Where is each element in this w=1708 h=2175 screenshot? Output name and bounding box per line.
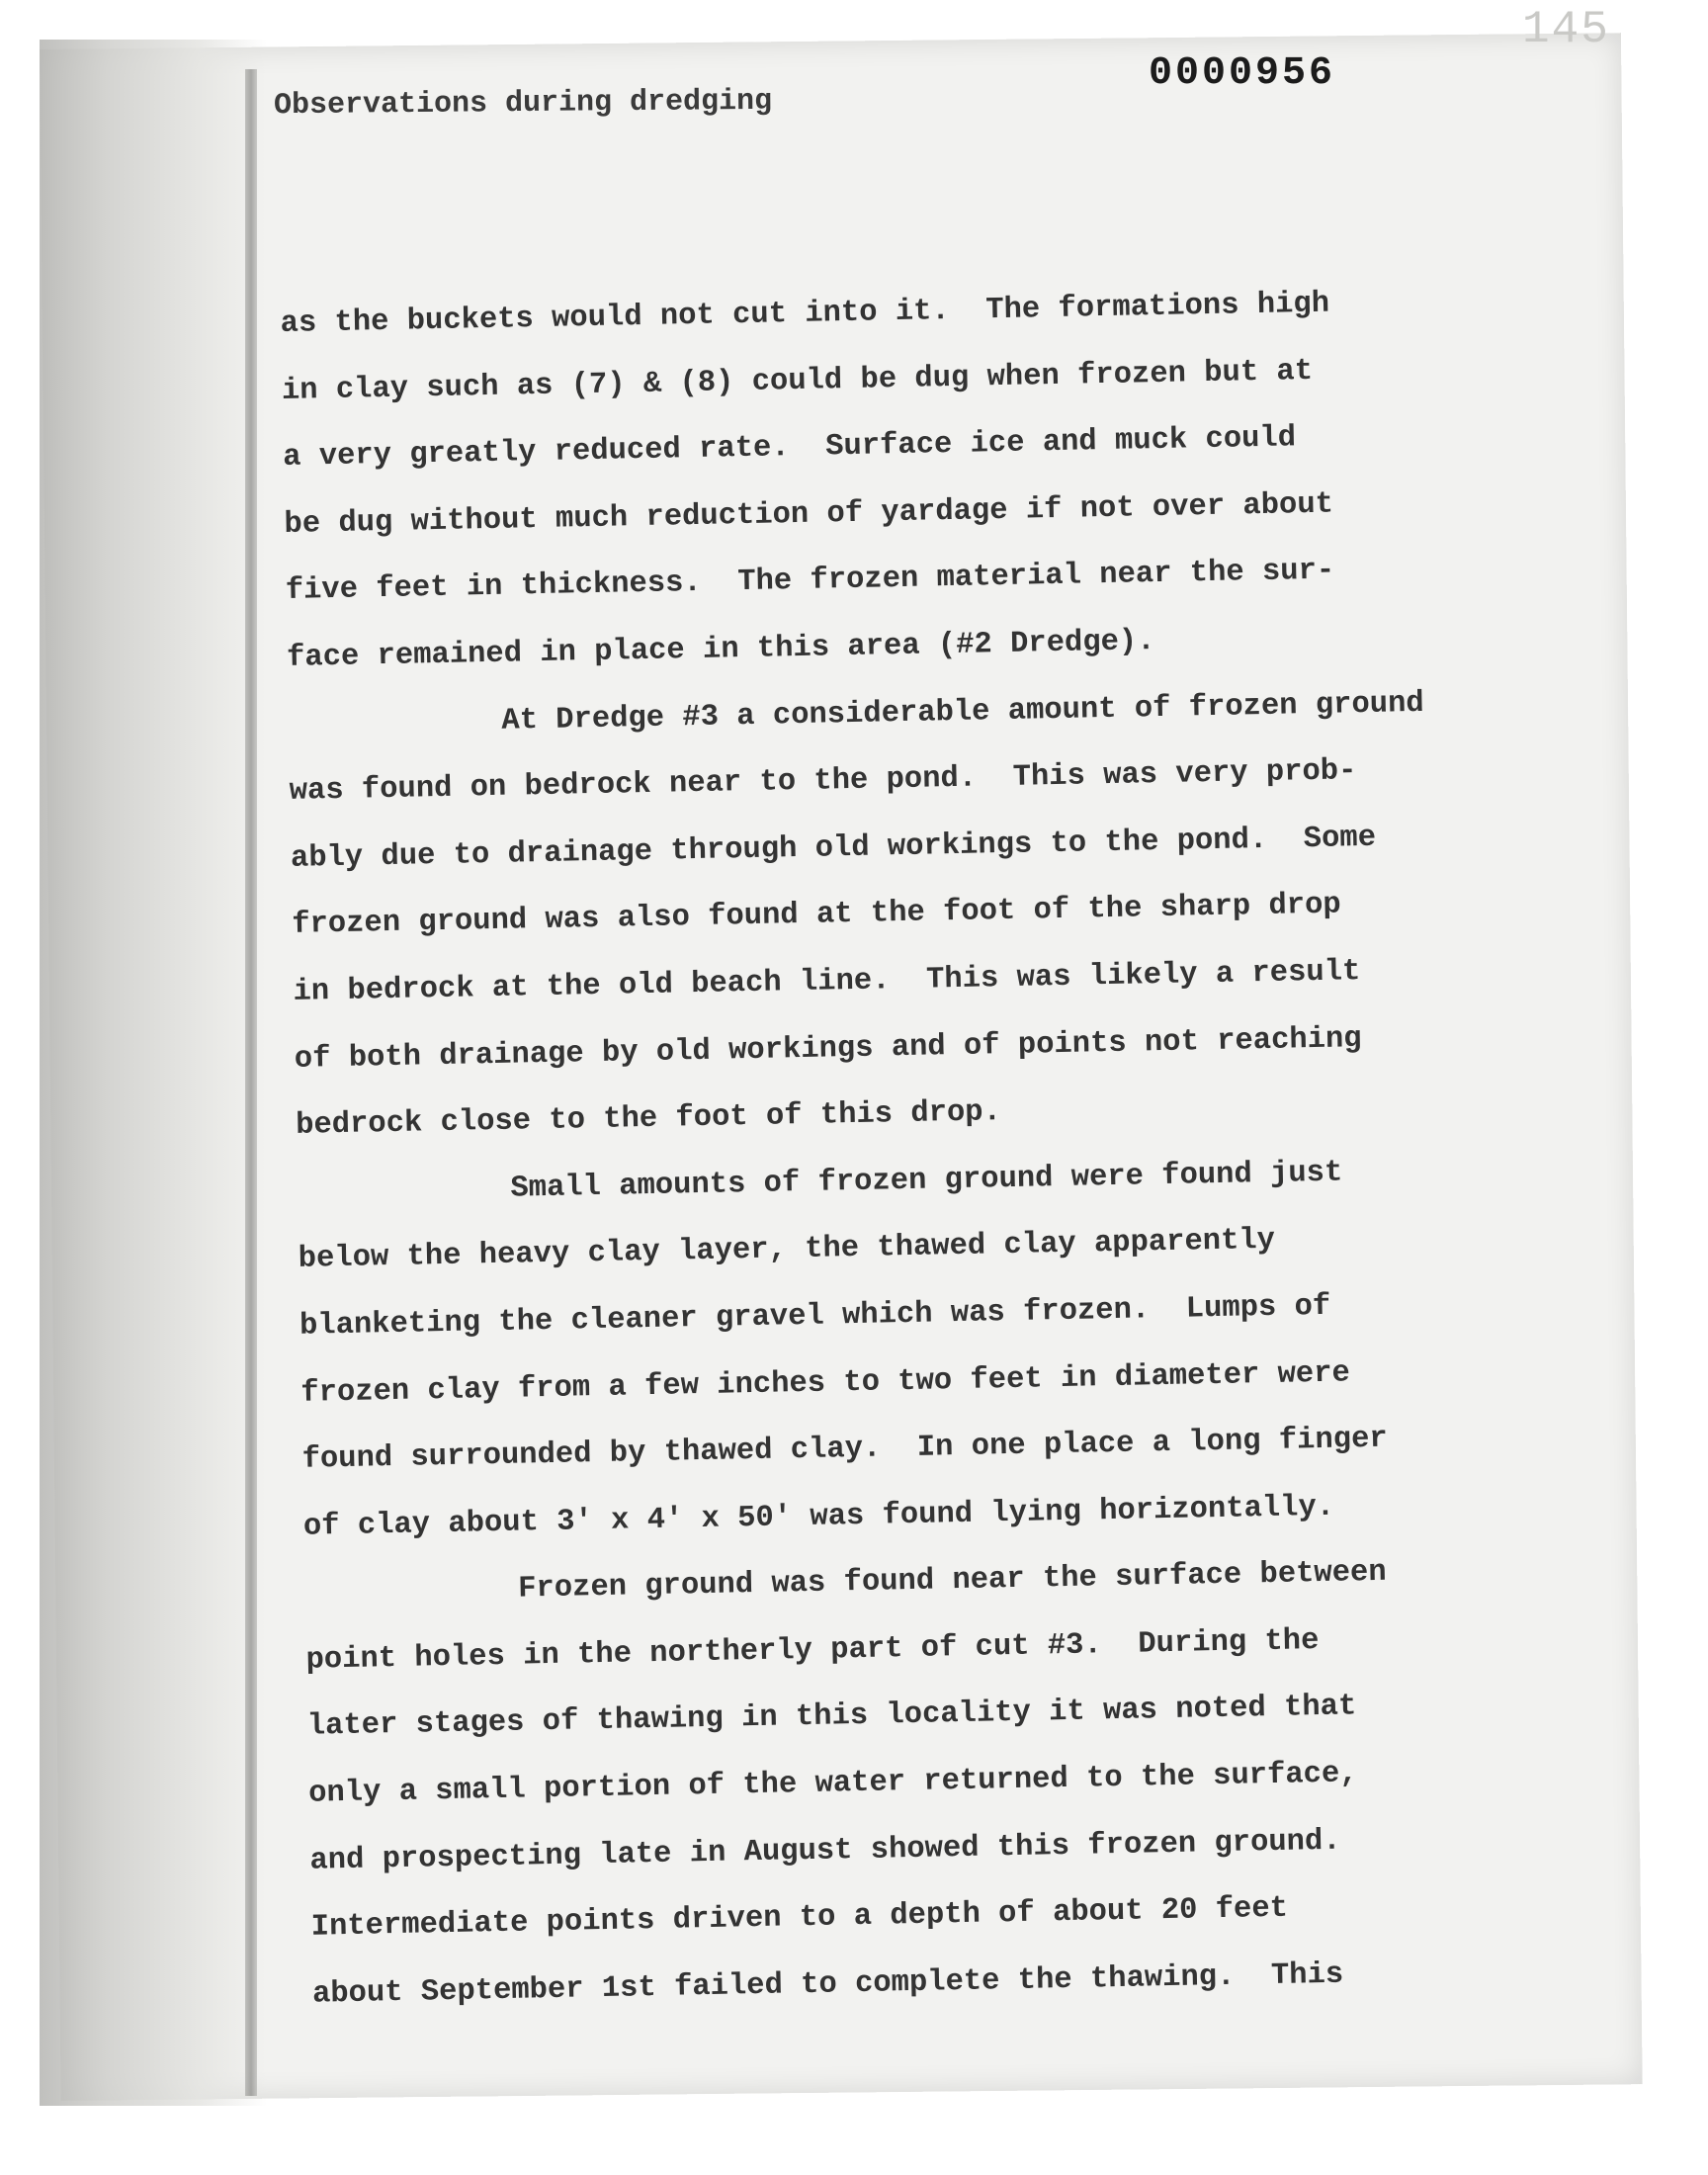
text-line: bedrock close to the foot of this drop. (295, 1095, 1002, 1143)
text-line: in clay such as (7) & (8) could be dug when frozen but at (281, 354, 1314, 408)
text-line: below the heavy clay layer, the thawed clay apparently (298, 1224, 1276, 1277)
text-line: frozen clay from a few inches to two feet in diameter were (300, 1355, 1351, 1411)
text-line: point holes in the northerly part of cut #3. During the (305, 1623, 1320, 1678)
text-line: Frozen ground was found near the surface between (517, 1556, 1387, 1607)
text-line: At Dredge #3 a considerable amount of frozen ground (501, 686, 1424, 739)
text-line: be dug without much reduction of yardage if not over about (284, 487, 1334, 542)
text-line: as the buckets would not cut into it. The formations high (280, 287, 1330, 341)
text-line: in bedrock at the old beach line. This was likely a result (293, 955, 1361, 1009)
text-line: face remained in place in this area (#2 Dredge). (286, 625, 1155, 675)
text-line: and prospecting late in August showed this frozen ground. (309, 1824, 1341, 1878)
text-line: of both drainage by old workings and of points not reaching (294, 1021, 1362, 1077)
text-line: frozen ground was also found at the foot of the sharp drop (291, 888, 1342, 943)
corner-page-mark: 145 (1522, 4, 1610, 55)
text-line: of clay about 3' x 4' x 50' was found lying horizontally. (302, 1490, 1335, 1544)
text-line: was found on bedrock near to the pond. This was very prob- (289, 754, 1357, 810)
text-line: blanketing the cleaner gravel which was frozen. Lumps of (299, 1289, 1331, 1344)
text-line: Intermediate points driven to a depth of about 20 feet (310, 1891, 1289, 1945)
text-line: ably due to drainage through old workings to the pond. Some (290, 821, 1377, 876)
text-line: five feet in thickness. The frozen material near the sur- (285, 554, 1335, 609)
text-line: found surrounded by thawed clay. In one place a long finger (301, 1422, 1389, 1477)
binding-shadow (40, 40, 267, 2106)
document-number: 0000956 (1149, 51, 1336, 96)
page-header-title: Observations during dredging (273, 84, 773, 124)
text-line: about September 1st failed to complete the thawing. This (311, 1958, 1344, 2012)
binding-edge (245, 69, 257, 2096)
text-line: a very greatly reduced rate. Surface ice and muck could (282, 421, 1297, 476)
text-line: Small amounts of frozen ground were found just (510, 1156, 1343, 1206)
text-line: only a small portion of the water returned to the surface, (307, 1757, 1358, 1811)
typed-body-text (280, 268, 1559, 2029)
text-line: later stages of thawing in this locality it was noted that (306, 1690, 1357, 1745)
